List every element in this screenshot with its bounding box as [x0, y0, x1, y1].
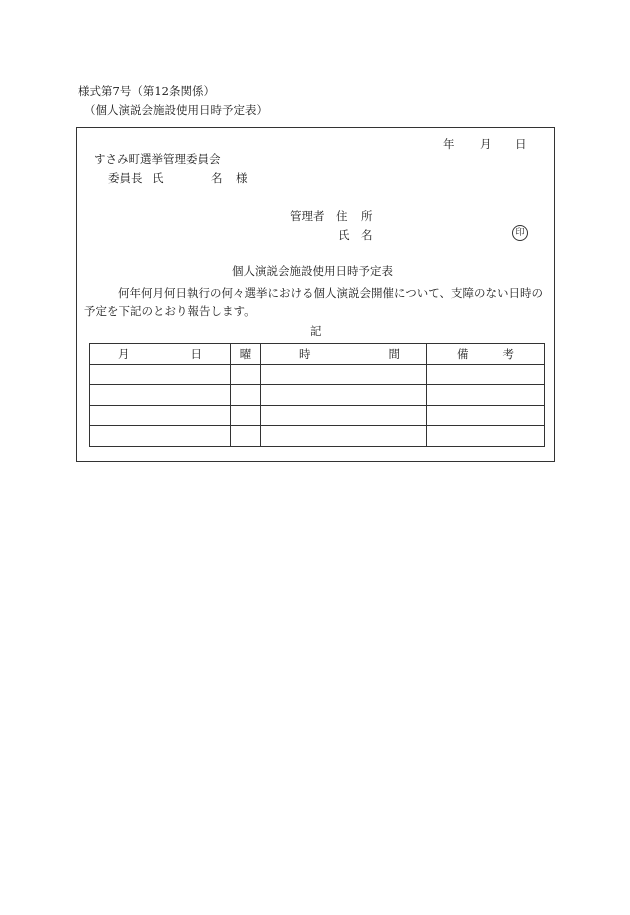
header-weekday: 曜 — [231, 344, 261, 365]
cell-time[interactable] — [261, 364, 427, 385]
header-month: 月 — [118, 346, 130, 361]
cell-note[interactable] — [427, 405, 545, 426]
table-row — [90, 405, 545, 426]
cell-date[interactable] — [90, 364, 231, 385]
form-title-paren: （個人演説会施設使用日時予定表） — [84, 103, 268, 117]
cell-time[interactable] — [261, 385, 427, 406]
form-heading: 個人演説会施設使用日時予定表 — [232, 264, 393, 278]
table-row — [90, 385, 545, 406]
manager-name-shi: 氏 — [338, 228, 350, 242]
header-note-ko: 考 — [502, 346, 514, 361]
committee-name: すさみ町選挙管理委員会 — [94, 152, 221, 166]
manager-name-mei: 名 — [361, 228, 373, 242]
cell-note[interactable] — [427, 364, 545, 385]
cell-date[interactable] — [90, 385, 231, 406]
cell-weekday[interactable] — [231, 405, 261, 426]
date-month: 月 — [480, 137, 492, 151]
header-day: 日 — [190, 346, 202, 361]
header-date — [90, 344, 231, 365]
date-day: 日 — [515, 137, 527, 151]
header-time — [261, 344, 427, 365]
chair-name-mei: 名 — [211, 171, 223, 185]
manager-label: 管理者 — [290, 209, 325, 223]
chair-label: 委員長 — [108, 171, 143, 185]
table-row — [90, 426, 545, 447]
header-note — [427, 344, 545, 365]
cell-time[interactable] — [261, 426, 427, 447]
body-line-1: 何年何月何日執行の何々選挙における個人演説会開催について、支障のない日時の — [118, 286, 544, 300]
cell-weekday[interactable] — [231, 426, 261, 447]
ki-marker: 記 — [310, 324, 322, 338]
manager-address-ju: 住 — [336, 209, 348, 223]
cell-weekday[interactable] — [231, 364, 261, 385]
cell-note[interactable] — [427, 385, 545, 406]
cell-note[interactable] — [427, 426, 545, 447]
schedule-table — [89, 343, 545, 447]
date-year: 年 — [443, 137, 455, 151]
table-row — [90, 364, 545, 385]
body-line-2: 予定を下記のとおり報告します。 — [84, 304, 256, 318]
chair-name-shi: 氏 — [152, 171, 164, 185]
form-number: 様式第7号（第12条関係） — [78, 84, 215, 98]
header-note-bi: 備 — [457, 346, 469, 361]
cell-date[interactable] — [90, 426, 231, 447]
chair-honorific: 様 — [236, 171, 248, 185]
seal-mark: 印 — [512, 225, 528, 241]
header-time-ji: 時 — [299, 346, 311, 361]
table-header-row — [90, 344, 545, 365]
header-time-kan: 間 — [388, 346, 400, 361]
manager-address-sho: 所 — [361, 209, 373, 223]
cell-date[interactable] — [90, 405, 231, 426]
cell-time[interactable] — [261, 405, 427, 426]
cell-weekday[interactable] — [231, 385, 261, 406]
